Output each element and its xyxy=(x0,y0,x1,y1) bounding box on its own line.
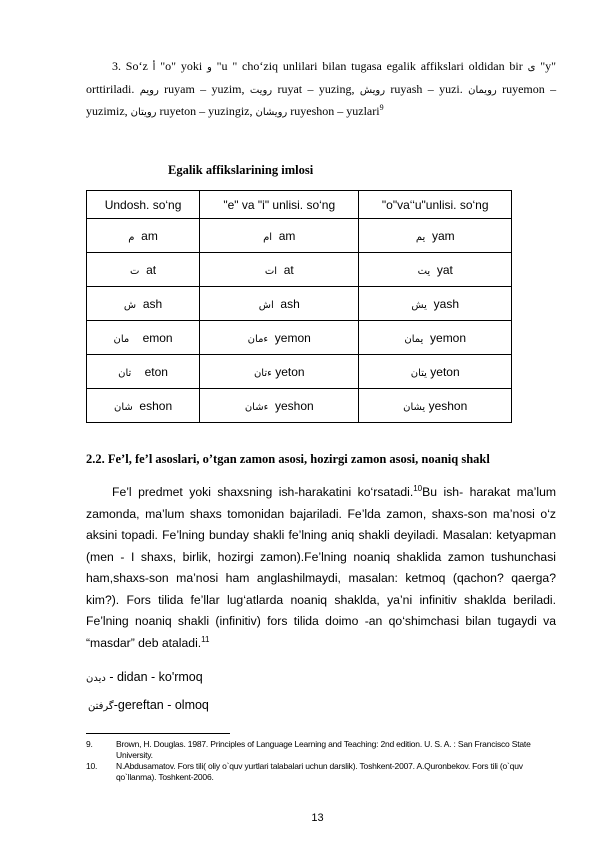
table-cell xyxy=(87,219,200,253)
transliteration: ash xyxy=(280,296,300,311)
arabic-affix: ءشان xyxy=(244,401,269,413)
table-cell xyxy=(87,321,200,355)
text: 3. So‘z xyxy=(112,59,148,73)
translation: ruyam – yuzim, xyxy=(164,81,245,96)
arabic-letter: ى xyxy=(527,62,536,73)
translation: ruyat – yuzing, xyxy=(277,81,355,96)
table-title: Egalik affikslarining imlosi xyxy=(168,163,314,177)
arabic-word: رويمان xyxy=(468,84,497,96)
arabic-affix: تان xyxy=(118,367,132,379)
translation: ruyemon – yuzimiz, xyxy=(86,81,557,118)
table-cell xyxy=(359,389,512,423)
example-line xyxy=(88,698,209,712)
arabic-affix: ءمان xyxy=(247,333,269,345)
transliteration: yemon xyxy=(274,330,311,345)
arabic-word: رويشان xyxy=(255,107,288,118)
arabic-affix: م xyxy=(128,231,135,243)
text: "u " cho‘ziq unlilari bilan tugasa egalik affikslari oldidan bir xyxy=(216,59,523,73)
transliteration: yeshon xyxy=(274,398,314,413)
arabic-affix: مان xyxy=(113,333,130,345)
arabic-affix: ش xyxy=(123,299,137,311)
arabic-word: رويم xyxy=(139,84,159,96)
table-cell xyxy=(200,389,359,423)
footnote-number: 9. xyxy=(86,739,93,749)
footnote-ref[interactable]: 9 xyxy=(379,103,384,112)
transliteration: eton xyxy=(144,364,168,379)
transliteration: yash xyxy=(433,296,459,311)
intro-paragraph xyxy=(86,56,556,124)
arabic-word: ديدن xyxy=(86,673,106,684)
footnote xyxy=(86,761,556,782)
table-row xyxy=(87,287,512,321)
transliteration: am xyxy=(141,228,158,243)
arabic-affix: يم xyxy=(415,231,426,243)
translation: -gereftan - olmoq xyxy=(113,698,209,712)
transliteration: yat xyxy=(436,262,453,277)
table-header-row xyxy=(87,191,512,219)
transliteration: ash xyxy=(142,296,163,311)
affix-table xyxy=(86,190,512,423)
arabic-letter: و xyxy=(206,62,212,73)
page-number: 13 xyxy=(311,812,324,824)
arabic-affix: ت xyxy=(129,265,140,277)
arabic-word: رويت xyxy=(249,84,273,96)
table-row xyxy=(87,321,512,355)
table-cell xyxy=(200,321,359,355)
footnote-number: 10. xyxy=(86,761,98,771)
footnote-ref[interactable]: 11 xyxy=(201,634,210,644)
footnote-text: N.Abdusamatov. Fors tili( oliy o`quv yurtlari talabalari uchun darslik). Toshkent-2007. A.Quronbekov. Fors tili (o`quv qo`llanma). Toshkent-2006. xyxy=(116,761,523,782)
transliteration: yemon xyxy=(430,330,467,345)
table-row xyxy=(87,389,512,423)
footnote-divider xyxy=(86,733,230,734)
transliteration: emon xyxy=(142,330,173,345)
table-cell xyxy=(359,287,512,321)
table-row xyxy=(87,219,512,253)
example-line xyxy=(86,670,203,684)
arabic-affix: شان xyxy=(113,401,133,413)
arabic-affix: يشان xyxy=(403,401,426,413)
transliteration: yeton xyxy=(275,364,305,379)
arabic-affix: ام xyxy=(263,231,273,243)
footnote xyxy=(86,739,556,760)
table-cell xyxy=(87,355,200,389)
text: "o" yoki xyxy=(160,59,203,73)
transliteration: yeshon xyxy=(428,398,468,413)
footnote-ref[interactable]: 10 xyxy=(413,483,423,493)
arabic-word: گرفتن xyxy=(88,701,114,712)
arabic-affix: يت xyxy=(417,265,431,277)
table-cell xyxy=(359,219,512,253)
transliteration: yam xyxy=(431,228,455,243)
table-cell xyxy=(200,287,359,321)
table-row xyxy=(87,355,512,389)
translation: - didan - ko'rmoq xyxy=(105,670,203,684)
text: Bu ish- harakat ma’lum zamonda, ma’lum shaxs tomonidan bajariladi. Fe’lda zamon, shaxs-son ma’nosi o‘z aksini topadi. Fe’lning bunday shakli fe’lning aniq shakli deyiladi. Masalan: ketyapman (men - I shaxs, birlik, hozirgi zamon).Fe’lning noaniq shaklida zamon tushunchasi ham,shaxs-son ma’nosi ham anglashilmaydi, masalan: ketmoq (qachon? qaerga? kim?). Fors tilida fe’llar lug‘atlarda noaniq shaklda, ya’ni infinitiv shaklda beriladi. Fe’lning noaniq shakli (infinitiv) fors tilida doimo -an qo‘shimchasi bilan tugaydi va “masdar” deb ataladi. xyxy=(86,485,556,650)
arabic-affix: اش xyxy=(258,299,274,311)
column-header: "e" va "i" unlisi. so‘ng xyxy=(200,191,359,219)
arabic-affix: ات xyxy=(264,265,278,277)
text: Fe’l predmet yoki shaxsning ish-harakatini ko‘rsatadi. xyxy=(112,485,414,499)
table-cell xyxy=(87,253,200,287)
table-cell xyxy=(87,287,200,321)
section-body xyxy=(86,482,556,654)
section-heading: 2.2. Fe’l, fe’l asoslari, o’tgan zamon asosi, hozirgi zamon asosi, noaniq shakl xyxy=(86,452,490,466)
arabic-affix: يش xyxy=(411,299,427,311)
arabic-word: رويتان xyxy=(130,107,157,118)
transliteration: at xyxy=(146,262,157,277)
translation: ruyash – yuzi. xyxy=(390,81,463,96)
table-cell xyxy=(87,389,200,423)
transliteration: at xyxy=(283,262,294,277)
table-cell xyxy=(359,355,512,389)
column-header: Undosh. so‘ng xyxy=(87,191,200,219)
arabic-word: رويش xyxy=(359,84,386,96)
arabic-letter: أ xyxy=(152,62,156,73)
translation: ruyeshon – yuzlari xyxy=(290,104,380,118)
transliteration: am xyxy=(278,228,296,243)
arabic-affix: ءتان xyxy=(253,367,272,379)
table-row xyxy=(87,253,512,287)
table-cell xyxy=(359,321,512,355)
column-header: "o"va‘‘u"unlisi. so‘ng xyxy=(359,191,512,219)
transliteration: yeton xyxy=(430,364,460,379)
arabic-affix: يمان xyxy=(404,333,424,345)
table-cell xyxy=(200,355,359,389)
text: "y" orttiriladi. xyxy=(86,59,557,96)
table-cell xyxy=(200,253,359,287)
footnote-text: Brown, H. Douglas. 1987. Principles of Language Learning and Teaching: 2nd edition. U. S. A. : San Francisco State University. xyxy=(116,739,531,760)
table-cell xyxy=(359,253,512,287)
translation: ruyeton – yuzingiz, xyxy=(159,104,253,118)
arabic-affix: يتان xyxy=(410,367,427,379)
transliteration: eshon xyxy=(139,398,173,413)
table-cell xyxy=(200,219,359,253)
